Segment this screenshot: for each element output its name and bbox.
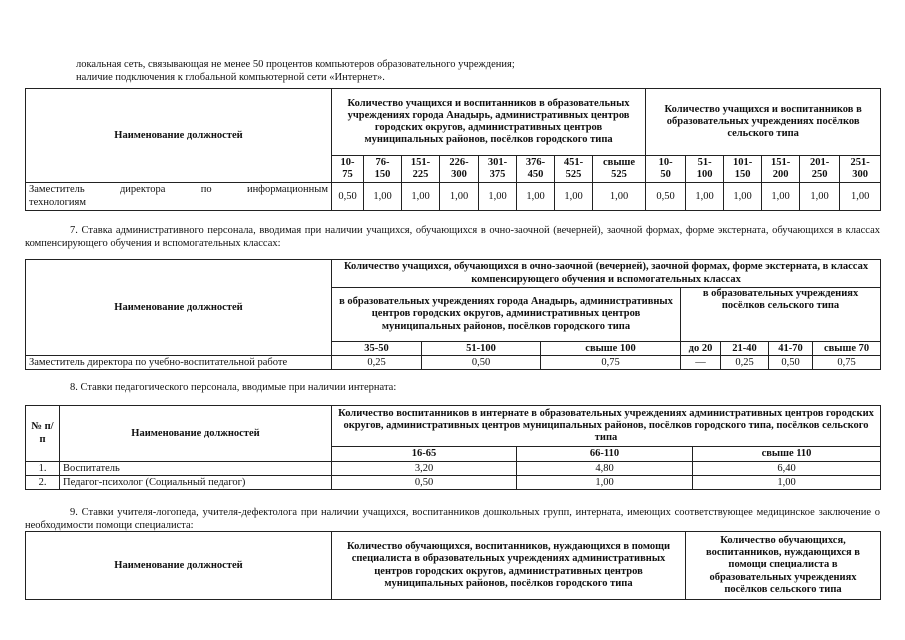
table-cell: 0,25 bbox=[721, 356, 769, 370]
table-cell: 1,00 bbox=[402, 183, 440, 211]
table2-range: 21-40 bbox=[721, 342, 769, 356]
table-cell: 6,40 bbox=[693, 462, 881, 476]
table-cell: 1,00 bbox=[762, 183, 800, 211]
table-cell: Воспитатель bbox=[60, 462, 332, 476]
table1-range: 10- 75 bbox=[332, 156, 364, 183]
table2-range: до 20 bbox=[681, 342, 721, 356]
table-cell: 1,00 bbox=[686, 183, 724, 211]
intro-line-2: наличие подключения к глобальной компьютерной сети «Интернет». bbox=[76, 72, 385, 84]
table1-name-header: Наименование должностей bbox=[26, 89, 332, 183]
table2-range: 41-70 bbox=[769, 342, 813, 356]
table-cell: 1,00 bbox=[724, 183, 762, 211]
table-cell: 1. bbox=[26, 462, 60, 476]
table-cell: 1,00 bbox=[364, 183, 402, 211]
table1-range: 10- 50 bbox=[646, 156, 686, 183]
table-cell: 0,25 bbox=[332, 356, 422, 370]
table1-city-header: Количество учащихся и воспитанников в образовательных учреждениях города Анадырь, административных центров городских округов, административных центров муниципальных районов, посёлков городского типа bbox=[332, 89, 646, 156]
table4-name-header: Наименование должностей bbox=[26, 532, 332, 600]
table1-range: 201- 250 bbox=[800, 156, 840, 183]
table1-range: 151- 200 bbox=[762, 156, 800, 183]
table3-range: 66-110 bbox=[517, 447, 693, 462]
table-cell: 1,00 bbox=[517, 476, 693, 490]
table-boarding-staff bbox=[25, 405, 881, 490]
table-cell: 1,00 bbox=[555, 183, 593, 211]
table1-range: 101- 150 bbox=[724, 156, 762, 183]
table-cell: 2. bbox=[26, 476, 60, 490]
table2-range: свыше 100 bbox=[541, 342, 681, 356]
table1-range: 451- 525 bbox=[555, 156, 593, 183]
table2-rural-header: в образовательных учреждениях посёлков сельского типа bbox=[681, 288, 881, 342]
table-row bbox=[26, 462, 881, 476]
table-cell: 1,00 bbox=[479, 183, 517, 211]
table2-range: 35-50 bbox=[332, 342, 422, 356]
table2-city-header: в образовательных учреждениях города Анадырь, административных центров городских округов, административных центров муниципальных районов, посёлков городского типа bbox=[332, 288, 681, 342]
table1-range: 301- 375 bbox=[479, 156, 517, 183]
table1-range: 151- 225 bbox=[402, 156, 440, 183]
table3-range: 16-65 bbox=[332, 447, 517, 462]
intro-text bbox=[76, 58, 876, 84]
paragraph-8: 8. Ставки педагогического персонала, вводимые при наличии интерната: bbox=[70, 382, 397, 393]
table-row bbox=[26, 183, 881, 211]
table-row bbox=[26, 476, 881, 490]
table1-rural-header: Количество учащихся и воспитанников в образовательных учреждениях посёлков сельского типа bbox=[646, 89, 881, 156]
table2-group-header: Количество учащихся, обучающихся в очно-заочной (вечерней), заочной формах, форме экстерната, в классах компенсирующего обучения и вспомогательных классах bbox=[332, 260, 881, 288]
table-cell: 4,80 bbox=[517, 462, 693, 476]
table-cell: 0,50 bbox=[769, 356, 813, 370]
intro-line-1: локальная сеть, связывающая не менее 50 процентов компьютеров образовательного учреждения; bbox=[76, 59, 515, 70]
table-admin-staff bbox=[25, 259, 881, 370]
paragraph-9: 9. Ставки учителя-логопеда, учителя-дефектолога при наличии учащихся, воспитанников дошкольных групп, интерната, имеющих соответствующее медицинское заключение о необходимости помощи специалиста: bbox=[25, 507, 880, 532]
table2-range: свыше 70 bbox=[813, 342, 881, 356]
table1-range: 251- 300 bbox=[840, 156, 881, 183]
table-cell: 1,00 bbox=[693, 476, 881, 490]
table3-group-header: Количество воспитанников в интернате в образовательных учреждениях административных центров городских округов, административных центров муниципальных районов, посёлков городского типа, посёлков сельского типа bbox=[332, 406, 881, 447]
table-cell: 1,00 bbox=[517, 183, 555, 211]
table-cell: 1,00 bbox=[440, 183, 479, 211]
table-cell: 1,00 bbox=[840, 183, 881, 211]
paragraph-7: 7. Ставка административного персонала, вводимая при наличии учащихся, обучающихся в очно-заочной (вечерней), заочной формах, форме экстерната, обучающихся в классах компенсирующего обучения и вспомогательных классах: bbox=[25, 225, 880, 250]
table-cell: 0,50 bbox=[332, 476, 517, 490]
table-it-deputy bbox=[25, 88, 881, 211]
table1-range: 376- 450 bbox=[517, 156, 555, 183]
table-cell: 0,50 bbox=[422, 356, 541, 370]
table1-range: 76- 150 bbox=[364, 156, 402, 183]
table1-row-name: Заместитель директора по информационным технологиям bbox=[26, 183, 332, 211]
table2-range: 51-100 bbox=[422, 342, 541, 356]
table-cell: 0,75 bbox=[813, 356, 881, 370]
table-row bbox=[26, 356, 881, 370]
table1-range: 226- 300 bbox=[440, 156, 479, 183]
table3-range: свыше 110 bbox=[693, 447, 881, 462]
table-cell: 1,00 bbox=[800, 183, 840, 211]
table3-num-header: № п/п bbox=[26, 406, 60, 462]
table3-name-header: Наименование должностей bbox=[60, 406, 332, 462]
table1-range: свыше 525 bbox=[593, 156, 646, 183]
table2-row-name: Заместитель директора по учебно-воспитательной работе bbox=[26, 356, 332, 370]
table-cell: 0,50 bbox=[646, 183, 686, 211]
table-cell: — bbox=[681, 356, 721, 370]
table-cell: Педагог-психолог (Социальный педагог) bbox=[60, 476, 332, 490]
table-cell: 1,00 bbox=[593, 183, 646, 211]
table2-name-header: Наименование должностей bbox=[26, 260, 332, 356]
table-cell: 3,20 bbox=[332, 462, 517, 476]
table-speech-therapist bbox=[25, 531, 881, 600]
table-cell: 0,50 bbox=[332, 183, 364, 211]
table4-rural-header: Количество обучающихся, воспитанников, нуждающихся в помощи специалиста в образовательных учреждениях посёлков сельского типа bbox=[686, 532, 881, 600]
table-cell: 0,75 bbox=[541, 356, 681, 370]
table1-range: 51- 100 bbox=[686, 156, 724, 183]
table4-city-header: Количество обучающихся, воспитанников, нуждающихся в помощи специалиста в образовательных учреждениях административных центров городских округов, административных центров муниципальных районов, посёлков городского типа bbox=[332, 532, 686, 600]
